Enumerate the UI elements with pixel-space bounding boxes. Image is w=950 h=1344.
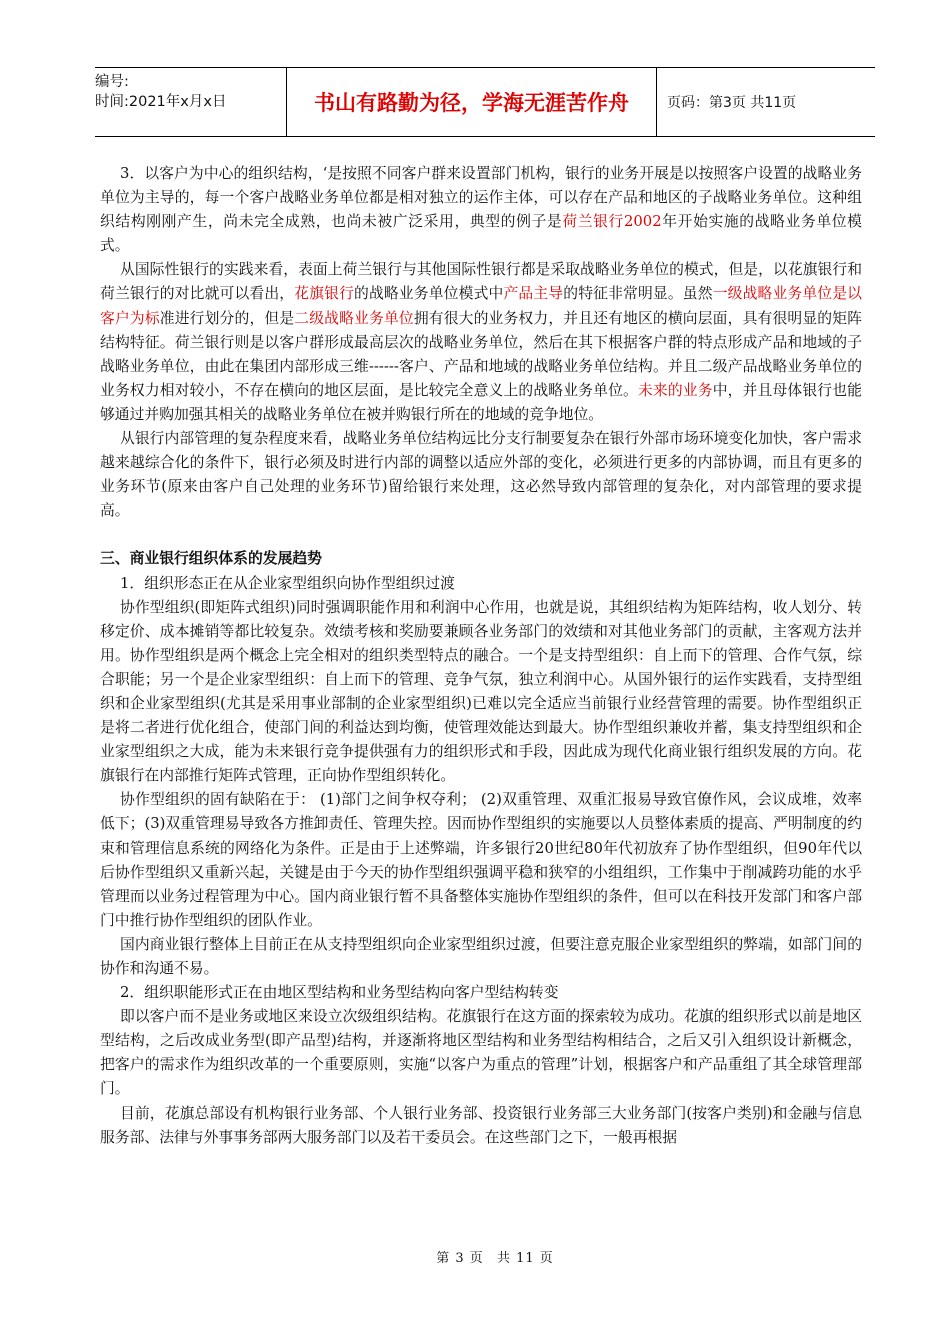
header-meta [95,68,287,136]
paragraph-customer-structure: 3．以客户为中心的组织结构，‘是按照不同客户群来设置部门机构，银行的业务开展是以按照客户设置的战略业务单位为主导的，每一个客户战略业务单位都是相对独立的运作主体，可以存在产品和地区的子战略业务单位。这种组织结构刚刚产生，尚未完全成熟，也尚未被广泛采用，典型的例子是荷兰银行2002年开始实施的战略业务单位模式。 [100,165,862,255]
footer-page-current: 第 3 页 [436,1251,484,1266]
page-header [95,67,875,137]
section-heading: 三、商业银行组织体系的发展趋势 [100,550,322,568]
document-time-label: 时间:2021年x月x日 [95,94,227,110]
paragraph-customer-oriented: 即以客户而不是业务或地区来设立次级组织结构。花旗银行在这方面的探索较为成功。花旗的组织形式以前是地区型结构，之后改成业务型(即产品型)结构，并逐渐将地区型结构和业务型结构相结合，之后又引入组织设计新概念，把客户的需求作为组织改革的一个重要原则，实施“以客户为重点的管理”计划，根据客户和产品重组了其全球管理部门。 [100,1008,862,1098]
section-gap [100,523,862,547]
header-motto: 书山有路勤为径，学海无涯苦作舟 [287,68,657,136]
highlight-second-level-unit: 二级战略业务单位 [294,309,414,327]
subheading-1: 1．组织形态正在从企业家型组织向协作型组织过渡 [120,574,455,592]
highlight-first-level-unit: 一级战略业务单位是以客户为标 [100,285,862,327]
header-page-info: 页码：第3页 共11页 [667,95,797,111]
highlight-abn-amro: 荷兰银行2002 [562,213,662,231]
document-body [100,162,862,1150]
highlight-product-led: 产品主导 [503,285,564,303]
paragraph-internal-management: 从银行内部管理的复杂程度来看，战略业务单位结构远比分支行制要复杂在银行外部市场环境变化加快，客户需求越来越综合化的条件下，银行必须及时进行内部的调整以适应外部的变化，必须进行更多的内部协调，而且有更多的业务环节(原来由客户自己处理的业务环节)留给银行来处理，这必然导致内部管理的复杂化，对内部管理的要求提高。 [100,430,862,520]
highlight-future-business: 未来的业务 [637,381,713,399]
highlight-citibank: 花旗银行 [294,285,355,303]
page-footer [0,1247,950,1266]
subheading-2: 2．组织职能形式正在由地区型结构和业务型结构向客户型结构转变 [120,984,559,1002]
paragraph-defects: 协作型组织的固有缺陷在于： (1)部门之间争权夺利； (2)双重管理、双重汇报易导致官僚作风，会议成堆，效率低下；(3)双重管理易导致各方推卸责任、管理失控。因而协作型组织的实施要以人员整体素质的提高、严明制度的约束和管理信息系统的网络化为条件。正是由于上述弊端，许多银行20世纪80年代初放弃了协作型组织，但90年代以后协作型组织又重新兴起，关键是由于今天的协作型组织强调平稳和狭窄的小组组织，工作集中于削减跨功能的水乎管理而以业务过程管理为中心。国内商业银行暂不具备整体实施协作型组织的条件，但可以在科技开发部门和客户部门中推行协作型组织的团队作业。 [100,791,862,929]
paragraph-international-practice: 从国际性银行的实践来看，表面上荷兰银行与其他国际性银行都是采取战略业务单位的模式，但是，以花旗银行和荷兰银行的对比就可以看出，花旗银行的战略业务单位模式中产品主导的特征非常明显。虽然一级战略业务单位是以客户为标准进行划分的，但是二级战略业务单位拥有很大的业务权力，并且还有地区的横向层面，具有很明显的矩阵结构特征。荷兰银行则是以客户群形成最高层次的战略业务单位，然后在其下根据客户群的特点形成产品和地域的子战略业务单位，由此在集团内部形成三维------客户、产品和地域的战略业务单位结构。并且二级产品战略业务单位的业务权力相对较小，不存在横向的地区层面，是比较完全意义上的战略业务单位。未来的业务中，并且母体银行也能够通过并购加强其相关的战略业务单位在被并购银行所在的地域的竞争地位。 [100,261,862,423]
document-number-label: 编号: [95,74,129,90]
paragraph-domestic-banks: 国内商业银行整体上目前正在从支持型组织向企业家型组织过渡，但要注意克服企业家型组织的弊端，如部门间的协作和沟通不易。 [100,935,862,977]
paragraph-collaborative-org: 协作型组织(即矩阵式组织)同时强调职能作用和利润中心作用，也就是说，其组织结构为矩阵结构，收人划分、转移定价、成本摊销等都比较复杂。效绩考核和奖励要兼顾各业务部门的效绩和对其他业务部门的贡献，主客观方法并用。协作型组织是两个概念上完全相对的组织类型特点的融合。一个是支持型组织：自上而下的管理、合作气氛，综合职能；另一个是企业家型组织：自上而下的管理、竞争气氛，独立利润中心。从国外银行的运作实践看，支持型组织和企业家型组织(尤其是采用事业部制的企业家型组织)已难以完全适应当前银行业经营管理的需要。协作型组织正是将二者进行优化组合，使部门间的利益达到均衡，使管理效能达到最大。协作型组织兼收并蓄，集支持型组织和企业家型组织之大成，能为未来银行竞争提供强有力的组织形式和手段，因此成为现代化商业银行组织发展的方向。花旗银行在内部推行矩阵式管理，正向协作型组织转化。 [100,598,862,785]
footer-page-total: 共 11 页 [496,1251,554,1266]
paragraph-citibank-hq: 目前，花旗总部设有机构银行业务部、个人银行业务部、投资银行业务部三大业务部门(按客户类别)和金融与信息服务部、法律与外事事务部两大服务部门以及若干委员会。在这些部门之下，一般再根据 [100,1104,862,1146]
